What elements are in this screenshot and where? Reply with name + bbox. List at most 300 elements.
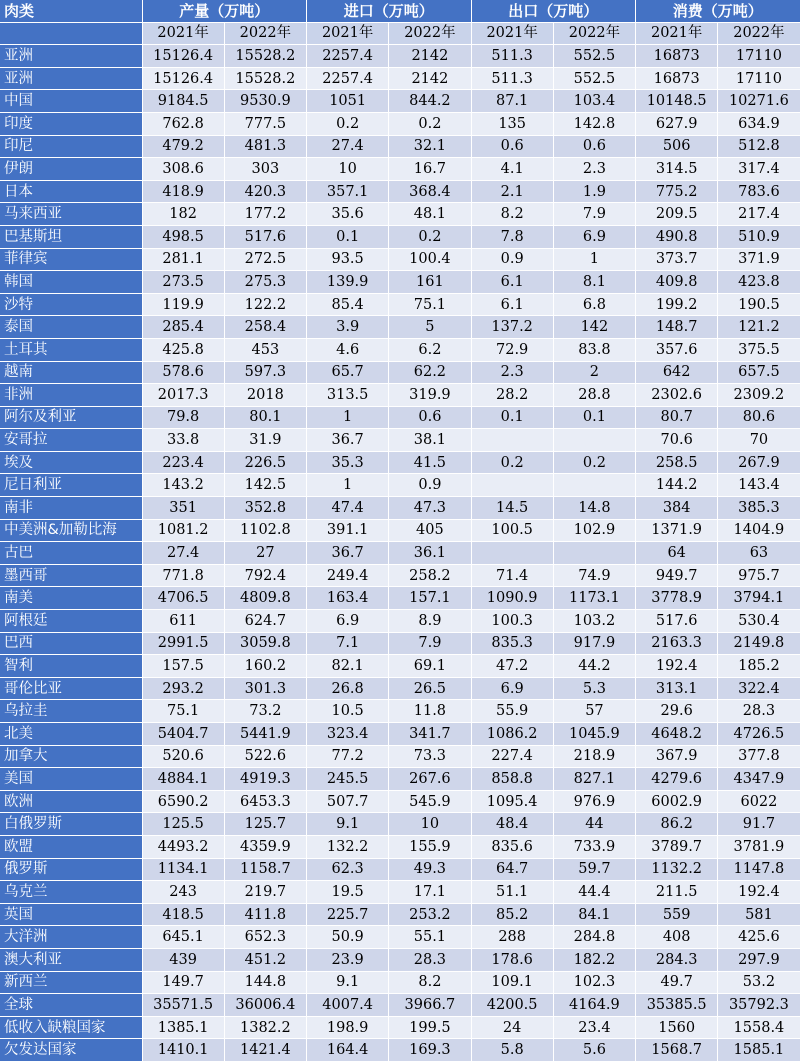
cell-export-2021: 72.9 (471, 338, 553, 361)
cell-consumption-2022: 185.2 (718, 655, 800, 678)
cell-production-2021: 771.8 (142, 564, 224, 587)
cell-import-2022: 0.2 (389, 225, 471, 248)
cell-import-2022: 8.9 (389, 610, 471, 633)
cell-production-2021: 157.5 (142, 655, 224, 678)
cell-production-2021: 520.6 (142, 745, 224, 768)
cell-import-2022: 28.3 (389, 948, 471, 971)
cell-export-2021: 8.2 (471, 203, 553, 226)
cell-import-2022: 48.1 (389, 203, 471, 226)
cell-production-2021: 425.8 (142, 338, 224, 361)
table-row (0, 338, 800, 361)
cell-import-2021: 163.4 (307, 587, 389, 610)
table-row (0, 45, 800, 68)
cell-consumption-2022: 35792.3 (718, 994, 800, 1017)
cell-import-2021: 323.4 (307, 723, 389, 746)
row-label: 亚洲 (0, 45, 142, 68)
cell-production-2022: 122.2 (224, 293, 306, 316)
cell-import-2022: 16.7 (389, 158, 471, 181)
row-label: 印度 (0, 112, 142, 135)
cell-import-2022: 47.3 (389, 497, 471, 520)
cell-production-2022: 1102.8 (224, 519, 306, 542)
cell-production-2022: 160.2 (224, 655, 306, 678)
cell-export-2022: 218.9 (553, 745, 635, 768)
cell-consumption-2022: 317.4 (718, 158, 800, 181)
cell-production-2021: 27.4 (142, 542, 224, 565)
cell-consumption-2022: 512.8 (718, 135, 800, 158)
row-label: 安哥拉 (0, 429, 142, 452)
cell-export-2021: 51.1 (471, 881, 553, 904)
cell-consumption-2022: 530.4 (718, 610, 800, 633)
cell-production-2021: 281.1 (142, 248, 224, 271)
row-label: 巴基斯坦 (0, 225, 142, 248)
cell-import-2022: 32.1 (389, 135, 471, 158)
cell-production-2022: 142.5 (224, 474, 306, 497)
cell-export-2021: 14.5 (471, 497, 553, 520)
row-label: 非洲 (0, 384, 142, 407)
cell-import-2022: 62.2 (389, 361, 471, 384)
cell-consumption-2021: 2163.3 (636, 632, 718, 655)
cell-export-2021: 7.8 (471, 225, 553, 248)
cell-import-2022: 405 (389, 519, 471, 542)
cell-production-2021: 4884.1 (142, 768, 224, 791)
cell-export-2021: 1086.2 (471, 723, 553, 746)
cell-consumption-2021: 3789.7 (636, 835, 718, 858)
cell-production-2021: 4493.2 (142, 835, 224, 858)
row-label: 乌拉圭 (0, 700, 142, 723)
table-row (0, 248, 800, 271)
cell-production-2021: 351 (142, 497, 224, 520)
cell-export-2021: 6.9 (471, 677, 553, 700)
cell-import-2021: 93.5 (307, 248, 389, 271)
cell-consumption-2021: 314.5 (636, 158, 718, 181)
row-label: 墨西哥 (0, 564, 142, 587)
table-row (0, 180, 800, 203)
cell-export-2021: 4.1 (471, 158, 553, 181)
row-label: 哥伦比亚 (0, 677, 142, 700)
cell-consumption-2021: 4648.2 (636, 723, 718, 746)
cell-import-2022: 11.8 (389, 700, 471, 723)
row-label: 泰国 (0, 316, 142, 339)
cell-production-2021: 2017.3 (142, 384, 224, 407)
cell-import-2021: 6.9 (307, 610, 389, 633)
cell-consumption-2022: 371.9 (718, 248, 800, 271)
cell-production-2021: 479.2 (142, 135, 224, 158)
cell-consumption-2021: 1371.9 (636, 519, 718, 542)
table-row (0, 67, 800, 90)
table-row (0, 451, 800, 474)
cell-production-2022: 258.4 (224, 316, 306, 339)
row-label: 加拿大 (0, 745, 142, 768)
cell-consumption-2022: 377.8 (718, 745, 800, 768)
cell-import-2021: 313.5 (307, 384, 389, 407)
cell-import-2022: 7.9 (389, 632, 471, 655)
cell-import-2022: 157.1 (389, 587, 471, 610)
cell-production-2022: 4919.3 (224, 768, 306, 791)
table-row (0, 497, 800, 520)
cell-consumption-2022: 4726.5 (718, 723, 800, 746)
cell-export-2022: 84.1 (553, 903, 635, 926)
cell-consumption-2022: 385.3 (718, 497, 800, 520)
cell-export-2022: 552.5 (553, 67, 635, 90)
cell-production-2022: 453 (224, 338, 306, 361)
cell-export-2022: 59.7 (553, 858, 635, 881)
cell-consumption-2021: 409.8 (636, 271, 718, 294)
cell-consumption-2021: 384 (636, 497, 718, 520)
table-row (0, 587, 800, 610)
cell-import-2021: 3.9 (307, 316, 389, 339)
cell-export-2021: 64.7 (471, 858, 553, 881)
cell-import-2022: 319.9 (389, 384, 471, 407)
cell-import-2021: 164.4 (307, 1039, 389, 1062)
cell-export-2021 (471, 474, 553, 497)
cell-import-2021: 357.1 (307, 180, 389, 203)
cell-import-2021: 1051 (307, 90, 389, 113)
cell-export-2021: 5.8 (471, 1039, 553, 1062)
cell-production-2022: 4359.9 (224, 835, 306, 858)
cell-production-2021: 35571.5 (142, 994, 224, 1017)
row-label: 英国 (0, 903, 142, 926)
row-label: 大洋洲 (0, 926, 142, 949)
cell-import-2021: 391.1 (307, 519, 389, 542)
cell-export-2022: 102.3 (553, 971, 635, 994)
cell-export-2022: 5.6 (553, 1039, 635, 1062)
cell-production-2022: 1382.2 (224, 1016, 306, 1039)
cell-consumption-2022: 1404.9 (718, 519, 800, 542)
cell-consumption-2022: 217.4 (718, 203, 800, 226)
cell-export-2022: 2 (553, 361, 635, 384)
cell-export-2021: 2.1 (471, 180, 553, 203)
cell-import-2022: 38.1 (389, 429, 471, 452)
cell-production-2021: 762.8 (142, 112, 224, 135)
cell-export-2021: 135 (471, 112, 553, 135)
cell-import-2022: 368.4 (389, 180, 471, 203)
corner-header: 肉类 (0, 0, 142, 22)
cell-export-2022: 4164.9 (553, 994, 635, 1017)
cell-consumption-2022: 783.6 (718, 180, 800, 203)
group-header-production: 产量（万吨） (142, 0, 307, 22)
row-label: 全球 (0, 994, 142, 1017)
cell-export-2021: 178.6 (471, 948, 553, 971)
cell-production-2022: 73.2 (224, 700, 306, 723)
cell-production-2021: 15126.4 (142, 67, 224, 90)
row-label: 乌克兰 (0, 881, 142, 904)
cell-import-2021: 27.4 (307, 135, 389, 158)
cell-consumption-2021: 490.8 (636, 225, 718, 248)
cell-consumption-2022: 17110 (718, 67, 800, 90)
table-body (0, 45, 800, 1062)
cell-consumption-2021: 6002.9 (636, 790, 718, 813)
cell-export-2022 (553, 429, 635, 452)
cell-import-2022: 55.1 (389, 926, 471, 949)
cell-consumption-2022: 3794.1 (718, 587, 800, 610)
cell-consumption-2021: 517.6 (636, 610, 718, 633)
cell-import-2021: 249.4 (307, 564, 389, 587)
cell-export-2021: 28.2 (471, 384, 553, 407)
cell-production-2022: 36006.4 (224, 994, 306, 1017)
row-label: 欧盟 (0, 835, 142, 858)
table-row (0, 1039, 800, 1062)
cell-import-2022: 6.2 (389, 338, 471, 361)
cell-export-2022: 5.3 (553, 677, 635, 700)
cell-export-2022: 0.2 (553, 451, 635, 474)
cell-export-2021: 87.1 (471, 90, 553, 113)
cell-consumption-2022: 1585.1 (718, 1039, 800, 1062)
cell-import-2022: 2142 (389, 67, 471, 90)
table-row (0, 677, 800, 700)
cell-production-2021: 149.7 (142, 971, 224, 994)
cell-export-2021: 100.3 (471, 610, 553, 633)
table-row (0, 745, 800, 768)
table-row (0, 293, 800, 316)
table-row (0, 813, 800, 836)
row-label: 北美 (0, 723, 142, 746)
cell-export-2021: 0.1 (471, 406, 553, 429)
cell-export-2021: 48.4 (471, 813, 553, 836)
row-label: 古巴 (0, 542, 142, 565)
cell-import-2022: 545.9 (389, 790, 471, 813)
row-label: 欠发达国家 (0, 1039, 142, 1062)
cell-export-2021: 835.3 (471, 632, 553, 655)
cell-import-2022: 17.1 (389, 881, 471, 904)
cell-export-2022: 74.9 (553, 564, 635, 587)
table-row (0, 835, 800, 858)
cell-consumption-2021: 16873 (636, 67, 718, 90)
cell-consumption-2022: 121.2 (718, 316, 800, 339)
cell-import-2021: 132.2 (307, 835, 389, 858)
cell-consumption-2021: 144.2 (636, 474, 718, 497)
cell-import-2021: 1 (307, 406, 389, 429)
cell-consumption-2021: 1132.2 (636, 858, 718, 881)
cell-export-2022 (553, 474, 635, 497)
cell-production-2022: 3059.8 (224, 632, 306, 655)
cell-production-2022: 481.3 (224, 135, 306, 158)
header-row-groups (0, 0, 800, 22)
cell-import-2021: 85.4 (307, 293, 389, 316)
table-row (0, 158, 800, 181)
table-row (0, 112, 800, 135)
year-header: 2022年 (718, 22, 800, 45)
cell-export-2022: 142.8 (553, 112, 635, 135)
cell-consumption-2022: 91.7 (718, 813, 800, 836)
cell-consumption-2021: 313.1 (636, 677, 718, 700)
cell-production-2021: 611 (142, 610, 224, 633)
row-label: 欧洲 (0, 790, 142, 813)
cell-consumption-2021: 199.2 (636, 293, 718, 316)
cell-production-2022: 275.3 (224, 271, 306, 294)
cell-consumption-2022: 63 (718, 542, 800, 565)
year-header: 2022年 (553, 22, 635, 45)
cell-export-2022: 1 (553, 248, 635, 271)
cell-export-2022: 2.3 (553, 158, 635, 181)
cell-consumption-2021: 2302.6 (636, 384, 718, 407)
group-header-import: 进口（万吨） (307, 0, 472, 22)
cell-consumption-2022: 975.7 (718, 564, 800, 587)
cell-export-2022: 976.9 (553, 790, 635, 813)
cell-consumption-2021: 209.5 (636, 203, 718, 226)
cell-import-2022: 36.1 (389, 542, 471, 565)
table-row (0, 790, 800, 813)
cell-production-2022: 9530.9 (224, 90, 306, 113)
cell-consumption-2021: 80.7 (636, 406, 718, 429)
cell-consumption-2022: 17110 (718, 45, 800, 68)
cell-export-2021: 85.2 (471, 903, 553, 926)
cell-import-2022: 267.6 (389, 768, 471, 791)
cell-consumption-2021: 4279.6 (636, 768, 718, 791)
cell-consumption-2021: 86.2 (636, 813, 718, 836)
table-row (0, 700, 800, 723)
cell-production-2022: 792.4 (224, 564, 306, 587)
cell-import-2021: 9.1 (307, 971, 389, 994)
cell-consumption-2022: 4347.9 (718, 768, 800, 791)
cell-import-2021: 23.9 (307, 948, 389, 971)
cell-import-2021: 9.1 (307, 813, 389, 836)
cell-import-2022: 161 (389, 271, 471, 294)
table-row (0, 632, 800, 655)
cell-consumption-2021: 192.4 (636, 655, 718, 678)
cell-import-2022: 0.9 (389, 474, 471, 497)
cell-import-2021: 225.7 (307, 903, 389, 926)
cell-import-2022: 169.3 (389, 1039, 471, 1062)
cell-consumption-2022: 80.6 (718, 406, 800, 429)
cell-export-2022: 44.2 (553, 655, 635, 678)
row-label: 亚洲 (0, 67, 142, 90)
cell-consumption-2021: 1560 (636, 1016, 718, 1039)
cell-export-2022: 552.5 (553, 45, 635, 68)
cell-export-2021: 24 (471, 1016, 553, 1039)
cell-export-2022: 0.1 (553, 406, 635, 429)
row-label: 智利 (0, 655, 142, 678)
table-row (0, 90, 800, 113)
cell-production-2021: 293.2 (142, 677, 224, 700)
table-row (0, 384, 800, 407)
group-header-export: 出口（万吨） (471, 0, 636, 22)
table-row (0, 271, 800, 294)
cell-import-2022: 5 (389, 316, 471, 339)
cell-production-2021: 243 (142, 881, 224, 904)
row-label: 沙特 (0, 293, 142, 316)
cell-production-2022: 177.2 (224, 203, 306, 226)
cell-export-2021: 100.5 (471, 519, 553, 542)
row-label: 土耳其 (0, 338, 142, 361)
cell-export-2021: 71.4 (471, 564, 553, 587)
row-label: 中美洲&加勒比海 (0, 519, 142, 542)
cell-export-2022: 8.1 (553, 271, 635, 294)
cell-export-2022: 7.9 (553, 203, 635, 226)
cell-import-2021: 35.6 (307, 203, 389, 226)
cell-export-2022: 284.8 (553, 926, 635, 949)
cell-import-2022: 2142 (389, 45, 471, 68)
cell-production-2022: 80.1 (224, 406, 306, 429)
cell-export-2022: 827.1 (553, 768, 635, 791)
cell-import-2022: 41.5 (389, 451, 471, 474)
row-label: 越南 (0, 361, 142, 384)
cell-import-2021: 47.4 (307, 497, 389, 520)
cell-production-2022: 27 (224, 542, 306, 565)
cell-export-2022: 1173.1 (553, 587, 635, 610)
cell-export-2021: 1095.4 (471, 790, 553, 813)
cell-consumption-2022: 510.9 (718, 225, 800, 248)
cell-import-2022: 3966.7 (389, 994, 471, 1017)
table-row (0, 723, 800, 746)
cell-consumption-2021: 49.7 (636, 971, 718, 994)
table-row (0, 655, 800, 678)
row-label: 中国 (0, 90, 142, 113)
cell-export-2021: 835.6 (471, 835, 553, 858)
table-row (0, 858, 800, 881)
cell-export-2022 (553, 542, 635, 565)
cell-import-2021: 36.7 (307, 429, 389, 452)
table-row (0, 361, 800, 384)
row-label: 澳大利亚 (0, 948, 142, 971)
table-row (0, 542, 800, 565)
cell-production-2022: 4809.8 (224, 587, 306, 610)
cell-production-2021: 143.2 (142, 474, 224, 497)
corner-blank (0, 22, 142, 45)
cell-consumption-2022: 581 (718, 903, 800, 926)
cell-production-2021: 273.5 (142, 271, 224, 294)
cell-export-2021: 6.1 (471, 293, 553, 316)
cell-consumption-2021: 775.2 (636, 180, 718, 203)
table-row (0, 903, 800, 926)
cell-consumption-2022: 3781.9 (718, 835, 800, 858)
cell-import-2022: 253.2 (389, 903, 471, 926)
row-label: 白俄罗斯 (0, 813, 142, 836)
year-header: 2021年 (307, 22, 389, 45)
cell-consumption-2022: 28.3 (718, 700, 800, 723)
cell-consumption-2022: 2309.2 (718, 384, 800, 407)
cell-consumption-2021: 949.7 (636, 564, 718, 587)
cell-import-2021: 0.2 (307, 112, 389, 135)
year-header: 2021年 (142, 22, 224, 45)
cell-consumption-2021: 357.6 (636, 338, 718, 361)
table-row (0, 971, 800, 994)
cell-import-2022: 73.3 (389, 745, 471, 768)
cell-export-2022: 182.2 (553, 948, 635, 971)
cell-export-2021: 0.2 (471, 451, 553, 474)
cell-production-2021: 418.9 (142, 180, 224, 203)
table-row (0, 429, 800, 452)
cell-consumption-2021: 64 (636, 542, 718, 565)
row-label: 南美 (0, 587, 142, 610)
table-row (0, 610, 800, 633)
table-row (0, 1016, 800, 1039)
cell-export-2022: 44 (553, 813, 635, 836)
cell-import-2022: 155.9 (389, 835, 471, 858)
cell-consumption-2022: 322.4 (718, 677, 800, 700)
cell-production-2022: 420.3 (224, 180, 306, 203)
cell-consumption-2022: 375.5 (718, 338, 800, 361)
cell-export-2022: 57 (553, 700, 635, 723)
cell-production-2021: 75.1 (142, 700, 224, 723)
group-header-consumption: 消费（万吨） (636, 0, 800, 22)
cell-production-2021: 1385.1 (142, 1016, 224, 1039)
table-row (0, 203, 800, 226)
row-label: 巴西 (0, 632, 142, 655)
cell-consumption-2022: 190.5 (718, 293, 800, 316)
cell-production-2022: 624.7 (224, 610, 306, 633)
cell-consumption-2022: 53.2 (718, 971, 800, 994)
cell-consumption-2021: 367.9 (636, 745, 718, 768)
cell-consumption-2022: 425.6 (718, 926, 800, 949)
row-label: 马来西亚 (0, 203, 142, 226)
cell-consumption-2021: 29.6 (636, 700, 718, 723)
cell-production-2021: 223.4 (142, 451, 224, 474)
cell-consumption-2021: 148.7 (636, 316, 718, 339)
cell-import-2022: 199.5 (389, 1016, 471, 1039)
row-label: 印尼 (0, 135, 142, 158)
cell-export-2021: 858.8 (471, 768, 553, 791)
cell-consumption-2021: 408 (636, 926, 718, 949)
